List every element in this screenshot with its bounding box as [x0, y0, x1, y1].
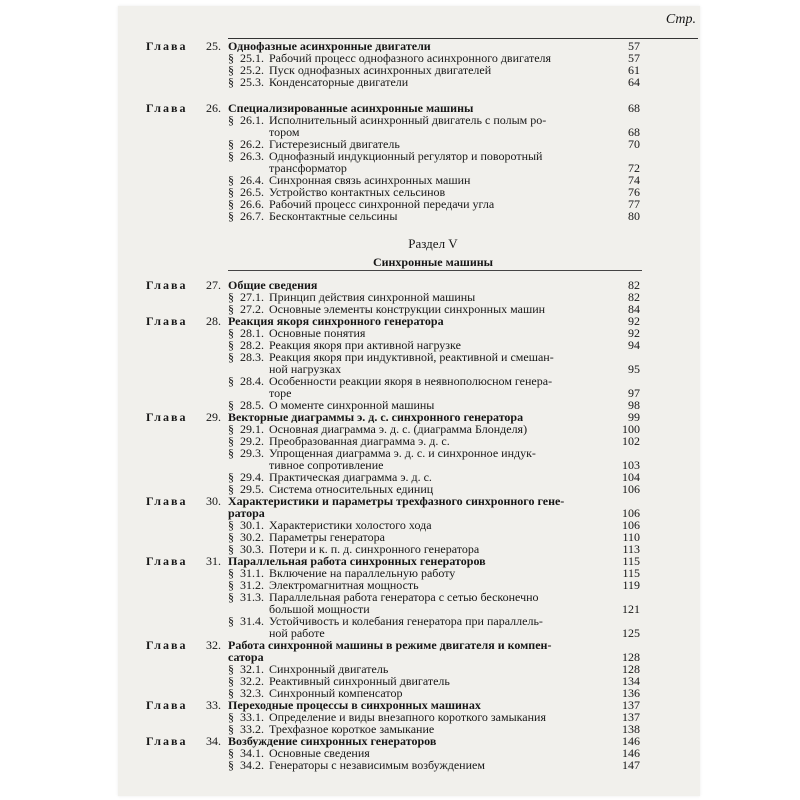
- section-number: 28.2.: [240, 338, 264, 352]
- section-title: Исполнительный асинхронный двигатель с полым ро-: [269, 113, 547, 127]
- page-number: 61: [628, 63, 640, 77]
- section-sign: §: [228, 326, 234, 340]
- page-number: 72: [628, 161, 640, 175]
- section-sign: §: [228, 470, 234, 484]
- section-title: Реакция якоря при активной нагрузке: [269, 338, 461, 352]
- page-number: 147: [622, 758, 640, 772]
- section-number: 26.2.: [240, 137, 264, 151]
- section-sign: §: [228, 518, 234, 532]
- toc-chapter-row: [118, 639, 700, 651]
- page-column-header: Стр.: [665, 12, 696, 27]
- book-page: [118, 6, 700, 796]
- chapter-number: 34.: [206, 734, 221, 748]
- section-title: Устройство контактных сельсинов: [269, 185, 446, 199]
- section-number: 28.1.: [240, 326, 264, 340]
- chapter-number: 28.: [206, 314, 221, 328]
- chapter-title: Работа синхронной машины в режиме двигателя и компен-: [228, 638, 552, 652]
- section-number: 34.2.: [240, 758, 264, 772]
- section-title: О моменте синхронной машины: [269, 398, 435, 412]
- chapter-title: Переходные процессы в синхронных машинах: [228, 698, 481, 712]
- section-number: 32.1.: [240, 662, 264, 676]
- section-title: Гистерезисный двигатель: [269, 137, 400, 151]
- section-title: Параметры генератора: [269, 530, 385, 544]
- page-number: 80: [628, 209, 640, 223]
- page-number: 128: [622, 662, 640, 676]
- page-number: 106: [622, 506, 640, 520]
- section-number: 31.4.: [240, 614, 264, 628]
- section-sign: §: [228, 446, 234, 460]
- chapter-label: Глава: [146, 410, 188, 424]
- section-sign: §: [228, 75, 234, 89]
- section-title: Система относительных единиц: [269, 482, 434, 496]
- page-number: 94: [628, 338, 640, 352]
- chapter-title-continued: сатора: [228, 650, 264, 664]
- page-number: 103: [622, 458, 640, 472]
- page-number: 97: [628, 386, 640, 400]
- chapter-label: Глава: [146, 101, 188, 115]
- section-title: Особенности реакции якоря в неявнополюсном генера-: [269, 374, 553, 388]
- section-number: 29.1.: [240, 422, 264, 436]
- section-sign: §: [228, 746, 234, 760]
- section-number: 26.5.: [240, 185, 264, 199]
- section-sign: §: [228, 662, 234, 676]
- section-number: 25.2.: [240, 63, 264, 77]
- section-number: 30.2.: [240, 530, 264, 544]
- section-sign: §: [228, 590, 234, 604]
- section-title: Реактивный синхронный двигатель: [269, 674, 450, 688]
- section-title-continued: тивное сопротивление: [269, 458, 384, 472]
- section-sign: §: [228, 710, 234, 724]
- section-number: 25.3.: [240, 75, 264, 89]
- section-sign: §: [228, 197, 234, 211]
- section-sign: §: [228, 674, 234, 688]
- section-title: Реакция якоря при индуктивной, реактивной и смешан-: [269, 350, 554, 364]
- toc-chapter-row: [118, 315, 700, 327]
- chapter-label: Глава: [146, 554, 188, 568]
- page-number: 138: [622, 722, 640, 736]
- section-title: Пуск однофазных асинхронных двигателей: [269, 63, 492, 77]
- page-number: 113: [622, 542, 640, 556]
- section-number: 33.1.: [240, 710, 264, 724]
- section-number: 26.6.: [240, 197, 264, 211]
- section-number: 29.5.: [240, 482, 264, 496]
- toc-entry-row: [118, 651, 700, 663]
- section-title: Основные сведения: [269, 746, 370, 760]
- page-number: 64: [628, 75, 640, 89]
- chapter-number: 26.: [206, 101, 221, 115]
- page-number: 110: [622, 530, 640, 544]
- section-number: 28.5.: [240, 398, 264, 412]
- page-number: 125: [622, 626, 640, 640]
- toc-entry-row: [118, 114, 700, 126]
- section-title: Синхронный компенсатор: [269, 686, 403, 700]
- section-title: Трехфазное короткое замыкание: [269, 722, 435, 736]
- page-number: 57: [628, 51, 640, 65]
- page-number: 106: [622, 482, 640, 496]
- toc-entry-row: [118, 150, 700, 162]
- section-title: Электромагнитная мощность: [269, 578, 419, 592]
- chapter-title: Возбуждение синхронных генераторов: [228, 734, 437, 748]
- chapter-number: 31.: [206, 554, 221, 568]
- chapter-number: 29.: [206, 410, 221, 424]
- page-number: 57: [628, 39, 640, 53]
- section-title: Основная диаграмма э. д. с. (диаграмма Блонделя): [269, 422, 528, 436]
- section-sign: §: [228, 209, 234, 223]
- section-number: 31.2.: [240, 578, 264, 592]
- page-number: 76: [628, 185, 640, 199]
- section-number: 28.4.: [240, 374, 264, 388]
- chapter-title-continued: ратора: [228, 506, 265, 520]
- chapter-title: Общие сведения: [228, 278, 318, 292]
- page-number: 146: [622, 746, 640, 760]
- section-sign: §: [228, 578, 234, 592]
- section-number: 26.7.: [240, 209, 264, 223]
- page-number: 84: [628, 302, 640, 316]
- page-number: 146: [622, 734, 640, 748]
- section-sign: §: [228, 63, 234, 77]
- section-sign: §: [228, 614, 234, 628]
- toc-entry-row: [118, 375, 700, 387]
- section-title: Упрощенная диаграмма э. д. с. и синхронное индук-: [269, 446, 536, 460]
- page-number: 115: [622, 554, 640, 568]
- page-number: 68: [628, 125, 640, 139]
- toc-chapter-row: [118, 735, 700, 747]
- section-title: Однофазный индукционный регулятор и поворотный: [269, 149, 543, 163]
- section-sign: §: [228, 185, 234, 199]
- chapter-number: 30.: [206, 494, 221, 508]
- section-title-continued: трансформатор: [269, 161, 347, 175]
- page-number: 74: [628, 173, 640, 187]
- page-number: 137: [622, 710, 640, 724]
- section-sign: §: [228, 434, 234, 448]
- page-number: 134: [622, 674, 640, 688]
- toc-entry-row: [118, 447, 700, 459]
- section-number: 30.1.: [240, 518, 264, 532]
- section-title-continued: ной работе: [269, 626, 325, 640]
- section-sign: §: [228, 530, 234, 544]
- page-number: 104: [622, 470, 640, 484]
- section-sign: §: [228, 374, 234, 388]
- chapter-title: Специализированные асинхронные машины: [228, 101, 474, 115]
- chapter-label: Глава: [146, 494, 188, 508]
- section-sign: §: [228, 173, 234, 187]
- chapter-title: Реакция якоря синхронного генератора: [228, 314, 444, 328]
- part-rule: [228, 270, 642, 271]
- toc-entry-row: [118, 675, 700, 687]
- section-sign: §: [228, 290, 234, 304]
- toc-entry-row: [118, 519, 700, 531]
- toc-entry-row: [118, 210, 700, 222]
- section-title: Рабочий процесс однофазного асинхронного двигателя: [269, 51, 552, 65]
- page-number: 115: [622, 566, 640, 580]
- page-number: 70: [628, 137, 640, 151]
- section-title: Принцип действия синхронной машины: [269, 290, 476, 304]
- toc-entry-row: [118, 76, 700, 88]
- chapter-label: Глава: [146, 39, 188, 53]
- part-heading: Раздел V: [408, 236, 458, 251]
- toc-entry-row: [118, 351, 700, 363]
- section-sign: §: [228, 542, 234, 556]
- section-title: Преобразованная диаграмма э. д. с.: [269, 434, 450, 448]
- page-number: 82: [628, 278, 640, 292]
- section-number: 31.1.: [240, 566, 264, 580]
- toc-entry-row: [118, 198, 700, 210]
- section-sign: §: [228, 686, 234, 700]
- page-number: 95: [628, 362, 640, 376]
- section-title: Практическая диаграмма э. д. с.: [269, 470, 432, 484]
- section-title: Основные понятия: [269, 326, 366, 340]
- section-number: 34.1.: [240, 746, 264, 760]
- chapter-number: 33.: [206, 698, 221, 712]
- section-title: Конденсаторные двигатели: [269, 75, 409, 89]
- section-number: 26.1.: [240, 113, 264, 127]
- chapter-label: Глава: [146, 698, 188, 712]
- page-number: 119: [622, 578, 640, 592]
- section-title-continued: большой мощности: [269, 602, 370, 616]
- section-title-continued: торе: [269, 386, 292, 400]
- page-number: 92: [628, 314, 640, 328]
- section-sign: §: [228, 302, 234, 316]
- page-number: 100: [622, 422, 640, 436]
- part-title: Синхронные машины: [372, 255, 494, 269]
- section-title: Основные элементы конструкции синхронных машин: [269, 302, 546, 316]
- section-sign: §: [228, 758, 234, 772]
- section-number: 27.1.: [240, 290, 264, 304]
- chapter-label: Глава: [146, 314, 188, 328]
- page-number: 137: [622, 698, 640, 712]
- toc-chapter-row: [118, 495, 700, 507]
- section-number: 26.3.: [240, 149, 264, 163]
- section-number: 33.2.: [240, 722, 264, 736]
- chapter-label: Глава: [146, 734, 188, 748]
- section-sign: §: [228, 137, 234, 151]
- section-title-continued: тором: [269, 125, 300, 139]
- section-title: Генераторы с независимым возбуждением: [269, 758, 485, 772]
- toc-entry-row: [118, 615, 700, 627]
- section-sign: §: [228, 422, 234, 436]
- section-title: Определение и виды внезапного короткого замыкания: [269, 710, 546, 724]
- section-sign: §: [228, 722, 234, 736]
- section-sign: §: [228, 398, 234, 412]
- section-sign: §: [228, 350, 234, 364]
- section-title: Бесконтактные сельсины: [269, 209, 398, 223]
- table-of-contents: [118, 40, 700, 771]
- chapter-title: Параллельная работа синхронных генераторов: [228, 554, 486, 568]
- section-number: 25.1.: [240, 51, 264, 65]
- section-number: 29.3.: [240, 446, 264, 460]
- page-number: 68: [628, 101, 640, 115]
- toc-entry-row: [118, 591, 700, 603]
- chapter-number: 27.: [206, 278, 221, 292]
- chapter-label: Глава: [146, 278, 188, 292]
- page-number: 99: [628, 410, 640, 424]
- section-sign: §: [228, 51, 234, 65]
- page-number: 82: [628, 290, 640, 304]
- page-number: 136: [622, 686, 640, 700]
- section-sign: §: [228, 482, 234, 496]
- section-title: Включение на параллельную работу: [269, 566, 456, 580]
- section-title: Устойчивость и колебания генератора при параллель-: [269, 614, 543, 628]
- section-number: 29.2.: [240, 434, 264, 448]
- chapter-number: 25.: [206, 39, 221, 53]
- section-sign: §: [228, 338, 234, 352]
- section-sign: §: [228, 113, 234, 127]
- chapter-label: Глава: [146, 638, 188, 652]
- page-number: 121: [622, 602, 640, 616]
- section-title: Синхронный двигатель: [269, 662, 389, 676]
- chapter-title: Однофазные асинхронные двигатели: [228, 39, 431, 53]
- toc-entry-row: [118, 759, 700, 771]
- page-number: 128: [622, 650, 640, 664]
- section-title-continued: ной нагрузках: [269, 362, 342, 376]
- chapter-number: 32.: [206, 638, 221, 652]
- section-title: Рабочий процесс синхронной передачи угла: [269, 197, 495, 211]
- section-title: Потери и к. п. д. синхронного генератора: [269, 542, 480, 556]
- chapter-title: Характеристики и параметры трехфазного синхронного гене-: [228, 494, 565, 508]
- chapter-title: Векторные диаграммы э. д. с. синхронного генератора: [228, 410, 524, 424]
- section-number: 26.4.: [240, 173, 264, 187]
- section-number: 31.3.: [240, 590, 264, 604]
- section-number: 29.4.: [240, 470, 264, 484]
- section-sign: §: [228, 566, 234, 580]
- section-number: 32.3.: [240, 686, 264, 700]
- toc-entry-row: [118, 64, 700, 76]
- section-number: 30.3.: [240, 542, 264, 556]
- section-number: 28.3.: [240, 350, 264, 364]
- page-number: 77: [628, 197, 640, 211]
- page-number: 92: [628, 326, 640, 340]
- page-number: 102: [622, 434, 640, 448]
- section-title: Синхронная связь асинхронных машин: [269, 173, 471, 187]
- page-number: 98: [628, 398, 640, 412]
- toc-entry-row: [118, 126, 700, 138]
- page-number: 106: [622, 518, 640, 532]
- section-title: Характеристики холостого хода: [269, 518, 432, 532]
- section-title: Параллельная работа генератора с сетью бесконечно: [269, 590, 539, 604]
- section-number: 27.2.: [240, 302, 264, 316]
- section-number: 32.2.: [240, 674, 264, 688]
- section-sign: §: [228, 149, 234, 163]
